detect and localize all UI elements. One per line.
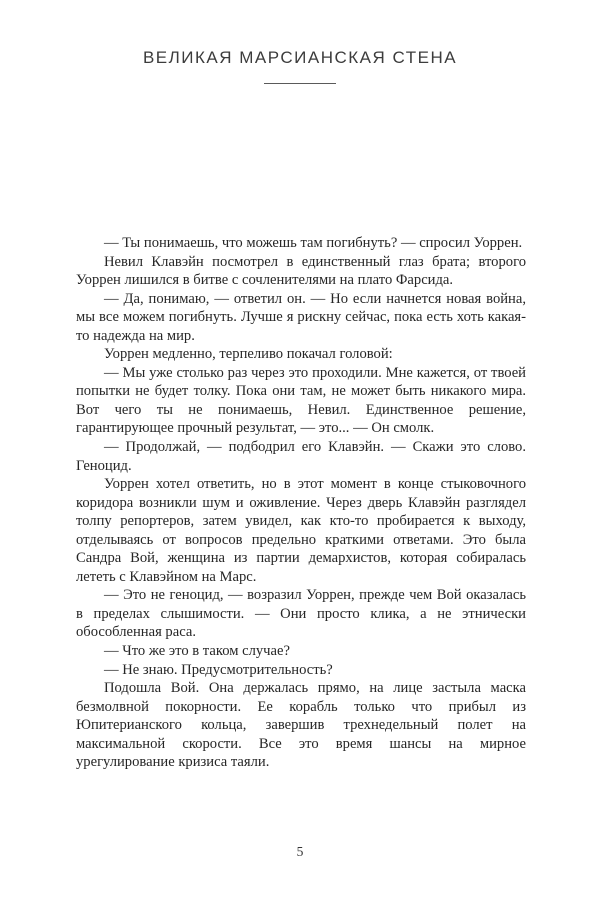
paragraph: Подошла Вой. Она держалась прямо, на лице застыла маска безмолвной покорности. Ее корабль только что прибыл из Юпитерианского кольца, завершив трехнедельный полет на максимальной скорости. Все это время шансы на мирное урегулирование кризиса таяли. bbox=[76, 680, 526, 771]
paragraph: — Не знаю. Предусмотрительность? bbox=[104, 661, 333, 678]
paragraph: Невил Клавэйн посмотрел в единственный глаз брата; второго Уоррен лишился в битве с сочленителями на плато Фарсида. bbox=[76, 253, 526, 289]
title-divider bbox=[264, 83, 336, 84]
paragraph: — Ты понимаешь, что можешь там погибнуть? — спросил Уоррен. bbox=[104, 235, 523, 251]
paragraph: — Продолжай, — подбодрил его Клавэйн. — Скажи это слово. Геноцид. bbox=[76, 439, 526, 474]
paragraph: — Это не геноцид, — возразил Уоррен, прежде чем Вой оказалась в пределах слышимости. — Они просто клика, а не этнически обособленная раса. bbox=[76, 587, 526, 641]
body-text bbox=[76, 234, 526, 772]
paragraph: — Да, понимаю, — ответил он. — Но если начнется новая война, мы все можем погибнуть. Лучше я рискну сейчас, пока есть хоть какая-то надежда на мир. bbox=[76, 290, 526, 344]
paragraph: — Мы уже столько раз через это проходили. Мне кажется, от твоей попытки не будет толку. Пока они там, не может быть никакого мира. Вот чего ты не понимаешь, Невил. Единственное решение, гарантирующее прочный результат, — это... — Он смолк. bbox=[76, 364, 526, 437]
chapter-title: ВЕЛИКАЯ МАРСИАНСКАЯ СТЕНА bbox=[142, 48, 458, 67]
paragraph: — Что же это в таком случае? bbox=[104, 643, 290, 660]
paragraph: Уоррен медленно, терпеливо покачал головой: bbox=[104, 346, 393, 363]
page-number: 5 bbox=[296, 844, 304, 859]
paragraph: Уоррен хотел ответить, но в этот момент в конце стыковочного коридора возникли шум и оживление. Через дверь Клавэйн разглядел толпу репортеров, затем увидел, как кто-то пробирается к выходу, отделываясь от вопросов предельно краткими ответами. Это была Сандра Вой, женщина из партии демархистов, которая собиралась лететь с Клавэйном на Марс. bbox=[76, 476, 526, 585]
